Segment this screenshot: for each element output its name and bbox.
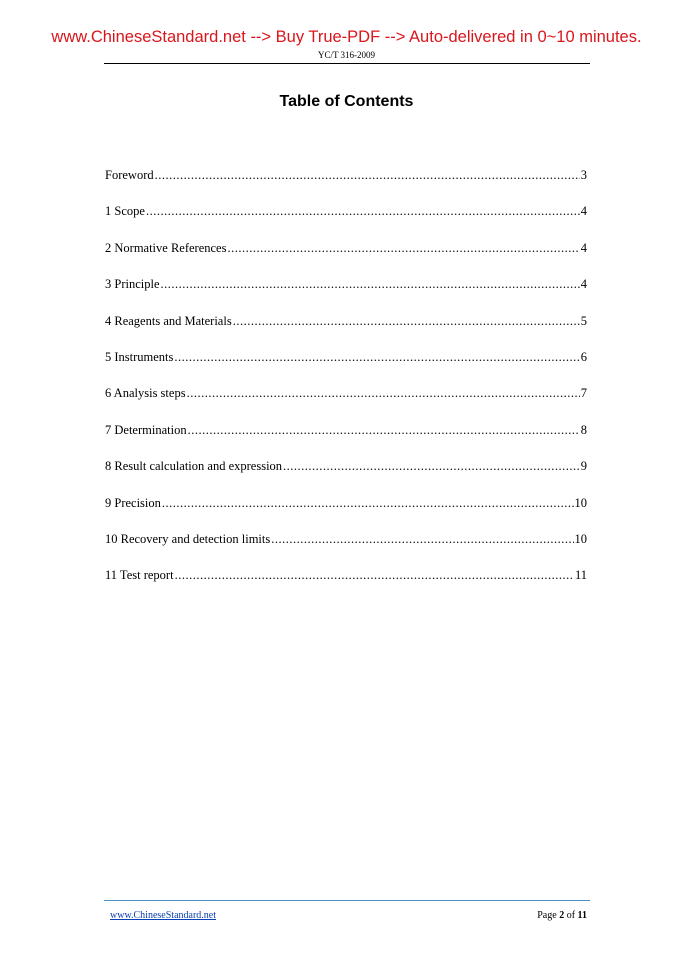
toc-entry-instruments[interactable] (105, 348, 587, 384)
page-of: of (566, 910, 576, 921)
toc-entry-label: 6 Analysis steps (105, 386, 186, 401)
toc-dot-leader (155, 166, 580, 184)
page-title: Table of Contents (279, 93, 414, 110)
toc-entry-normative-references[interactable] (105, 239, 587, 275)
toc-entry-label: Foreword (105, 168, 154, 182)
toc-entry-test-report[interactable] (105, 566, 587, 602)
footer-divider (104, 900, 590, 901)
toc-dot-leader (175, 566, 574, 584)
toc-dot-leader (174, 348, 579, 366)
page-number (537, 910, 587, 922)
toc-entry-label: 2 Normative References (105, 240, 227, 255)
toc-dot-leader (271, 530, 573, 548)
toc-dot-leader (233, 312, 580, 330)
toc-entry-label: 10 Recovery and detection limits (105, 531, 271, 546)
toc-entry-foreword[interactable] (105, 166, 587, 202)
toc-entry-page: 4 (580, 240, 587, 255)
header-divider (104, 63, 590, 64)
toc-dot-leader (146, 202, 580, 220)
toc-entry-recovery-detection-limits[interactable] (105, 530, 587, 566)
toc-entry-page: 10 (574, 531, 587, 546)
toc-entry-precision[interactable] (105, 494, 587, 530)
toc-dot-leader (187, 384, 580, 402)
toc-entry-reagents-materials[interactable] (105, 312, 587, 348)
toc-list (105, 166, 587, 603)
toc-entry-label: 9 Precision (105, 495, 161, 510)
toc-entry-page: 5 (580, 313, 587, 328)
toc-entry-label: 8 Result calculation and expression (105, 459, 283, 474)
toc-entry-page: 7 (580, 386, 587, 401)
toc-entry-label: 5 Instruments (105, 349, 174, 364)
toc-entry-determination[interactable] (105, 421, 587, 457)
toc-entry-page: 8 (580, 422, 587, 437)
document-code: YC/T 316-2009 (317, 50, 376, 60)
toc-dot-leader (161, 275, 580, 293)
toc-entry-page: 10 (574, 495, 587, 510)
page-prefix: Page (537, 910, 557, 921)
toc-dot-leader (162, 494, 574, 512)
toc-entry-page: 9 (580, 459, 587, 474)
toc-entry-page: 4 (580, 204, 587, 219)
toc-entry-label: 4 Reagents and Materials (105, 313, 232, 328)
toc-entry-result-calculation[interactable] (105, 457, 587, 493)
toc-entry-principle[interactable] (105, 275, 587, 311)
toc-entry-page: 6 (580, 349, 587, 364)
toc-dot-leader (227, 239, 579, 257)
current-page: 2 (559, 910, 565, 921)
toc-entry-page: 4 (580, 277, 587, 292)
toc-entry-page: 3 (580, 168, 587, 182)
toc-entry-page: 11 (574, 568, 587, 583)
toc-dot-leader (283, 457, 580, 475)
total-pages: 11 (577, 910, 587, 921)
toc-entry-label: 11 Test report (105, 568, 174, 583)
toc-entry-analysis-steps[interactable] (105, 384, 587, 420)
promo-banner[interactable]: www.ChineseStandard.net --> Buy True-PDF --> Auto-delivered in 0~10 minutes. (51, 28, 642, 46)
toc-dot-leader (188, 421, 580, 439)
toc-entry-label: 7 Determination (105, 422, 187, 437)
toc-entry-label: 1 Scope (105, 204, 145, 219)
toc-entry-label: 3 Principle (105, 277, 160, 292)
toc-entry-scope[interactable] (105, 202, 587, 238)
footer-website-link[interactable]: www.ChineseStandard.net (110, 910, 216, 921)
